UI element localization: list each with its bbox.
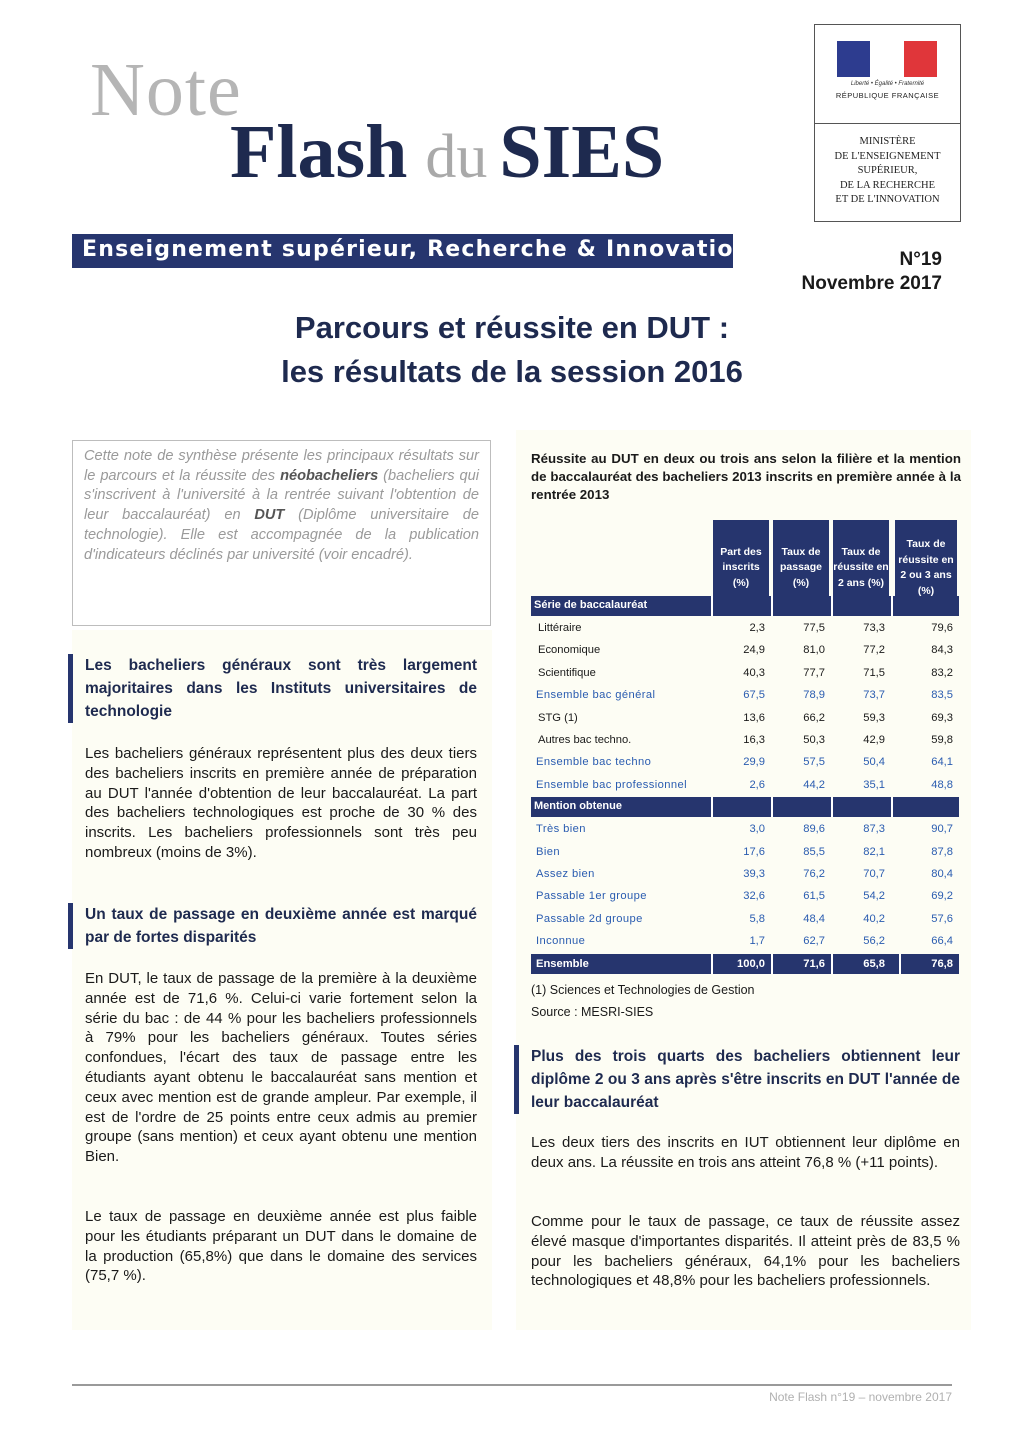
cell-value: 83,5	[931, 689, 953, 702]
masthead-du: du	[425, 123, 488, 191]
cell-value: 73,7	[863, 689, 885, 702]
table-header: Taux de réussite en 2 ans (%)	[833, 520, 889, 616]
table-section-header	[531, 596, 959, 616]
cell-value: 79,6	[931, 622, 953, 634]
cell-value: 2,6	[749, 778, 765, 791]
table-row	[531, 864, 959, 886]
masthead	[90, 50, 730, 200]
cell-value: 87,3	[863, 823, 885, 836]
table-row	[531, 909, 959, 931]
row-label: Economique	[538, 644, 601, 657]
cell-value: 56,2	[863, 935, 885, 948]
masthead-flash-word: Flash	[230, 110, 408, 194]
cell-value: 17,6	[743, 845, 765, 858]
abstract-text: Cette note de synthèse présente les principaux résultats sur le parcours et la réussite des	[84, 448, 479, 484]
row-label: Ensemble bac professionnel	[536, 778, 687, 791]
table-row	[531, 708, 959, 730]
document-title	[72, 306, 952, 394]
ministry-line: DE LA RECHERCHE	[839, 179, 936, 191]
cell-value: 59,8	[931, 734, 953, 746]
row-label: Ensemble bac techno	[536, 756, 652, 769]
table-row	[531, 954, 959, 974]
abstract-text: (bacheliers qui s'inscrivent à l'université à la rentrée suivant l'obtention de leur baccalauréat) en	[84, 467, 479, 524]
cell-value: 3,0	[749, 823, 765, 836]
table-row	[531, 886, 959, 908]
table-header: Taux de réussite en 2 ou 3 ans (%)	[895, 520, 957, 616]
cell-value: 90,7	[931, 823, 953, 836]
cell-value: 80,4	[931, 868, 953, 880]
cell-value: 87,8	[931, 845, 953, 858]
ministry-name	[819, 135, 956, 208]
cell-value: 89,6	[803, 823, 825, 836]
cell-value: 70,7	[863, 868, 885, 880]
row-label: Très bien	[536, 823, 586, 836]
abstract-bold: DUT	[254, 507, 285, 524]
body-paragraph: Les deux tiers des inscrits en IUT obtiennent leur diplôme en deux ans. La réussite en trois ans atteint 76,8 % (+11 points).	[531, 1134, 960, 1171]
row-label: Scientifique	[538, 666, 596, 679]
table-section-header	[531, 797, 959, 817]
abstract-text: (Diplôme universitaire de technologie). Elle est accompagnée de la publication d'indicateurs déclinés par université (voir encadré).	[84, 507, 479, 563]
cell-value: 73,3	[863, 622, 885, 634]
cell-value: 100,0	[737, 957, 765, 970]
cell-value: 78,9	[803, 689, 825, 702]
body-paragraph: En DUT, le taux de passage de la première à la deuxième année est de 71,6 %. Celui-ci varie fortement selon la série du bac : de 44 % pour les bacheliers professionnels à 79% pour les bacheliers généraux. Toutes séries confondues, l'écart des taux de passage entre les étudiants ayant obtenu le baccalauréat sans mention et ceux avec mention est de grande ampleur. Par exemple, il est de l'ordre de 25 points entre ceux admis au premier groupe (sans mention) et ceux ayant obtenu une mention Bien.	[85, 970, 477, 1166]
section-label: Mention obtenue	[534, 800, 622, 813]
table-row	[531, 819, 959, 841]
section-heading: Les bacheliers généraux sont très largement majoritaires dans les Instituts universitaires de technologie	[68, 654, 477, 723]
cell-value: 77,5	[803, 622, 825, 634]
republic-name: RÉPUBLIQUE FRANÇAISE	[835, 91, 940, 100]
footer-rule	[72, 1384, 952, 1386]
cell-value: 66,4	[931, 935, 953, 948]
abstract-bold: néobacheliers	[280, 467, 379, 484]
table-title: Réussite au DUT en deux ou trois ans selon la filière et la mention de baccalauréat des bacheliers 2013 inscrits en première année à la rentrée 2013	[531, 451, 961, 502]
row-label: Littéraire	[538, 622, 582, 634]
cell-value: 77,2	[863, 644, 885, 657]
table-source: Source : MESRI-SIES	[531, 1005, 654, 1019]
cell-value: 2,3	[749, 622, 765, 634]
cell-value: 40,3	[743, 666, 765, 679]
cell-value: 42,9	[863, 734, 885, 746]
masthead-flash	[230, 112, 664, 197]
cell-value: 65,8	[863, 957, 885, 970]
table-row	[531, 931, 959, 953]
cell-value: 44,2	[803, 778, 825, 791]
row-label: Passable 2d groupe	[536, 912, 643, 925]
title-line-2: les résultats de la session 2016	[281, 354, 743, 389]
cell-value: 62,7	[803, 935, 825, 948]
ministry-line: ET DE L'INNOVATION	[835, 194, 940, 205]
cell-value: 5,8	[749, 912, 765, 925]
table-row	[531, 775, 959, 797]
row-label: Inconnue	[536, 935, 586, 948]
table-row	[531, 730, 959, 752]
section-heading: Un taux de passage en deuxième année est marqué par de fortes disparités	[68, 903, 477, 949]
issue-date: Novembre 2017	[801, 273, 942, 294]
cell-value: 71,5	[863, 666, 885, 679]
body-paragraph: Comme pour le taux de passage, ce taux de réussite assez élevé masque d'importantes disparités. Il atteint près de 83,5 % pour les bacheliers généraux, 64,1% pour les bacheliers technologiques et 48,8% pour les bacheliers professionnels.	[531, 1213, 960, 1290]
cell-value: 85,5	[803, 845, 825, 858]
row-label: Passable 1er groupe	[536, 890, 647, 903]
ministry-line: SUPÉRIEUR,	[857, 165, 918, 176]
issue-info	[802, 248, 942, 296]
row-label: Bien	[536, 845, 560, 858]
cell-value: 57,5	[803, 756, 825, 769]
section-label: Série de baccalauréat	[534, 599, 648, 611]
french-flag-icon	[837, 41, 937, 77]
cell-value: 39,3	[743, 868, 765, 880]
republic-motto: Liberté • Égalité • Fraternité	[850, 81, 925, 87]
cell-value: 69,3	[931, 711, 953, 724]
cell-value: 61,5	[803, 890, 825, 903]
cell-value: 66,2	[803, 711, 825, 724]
row-label: Ensemble bac général	[536, 689, 656, 702]
cell-value: 13,6	[743, 711, 765, 724]
cell-value: 50,3	[803, 734, 825, 746]
banner-text: Enseignement supérieur, Recherche & Innovation	[82, 237, 751, 262]
table-row	[531, 685, 959, 707]
cell-value: 16,3	[743, 734, 765, 746]
footer-text: Note Flash n°19 – novembre 2017	[769, 1390, 952, 1404]
table-row	[531, 640, 959, 662]
table-header: Part des inscrits (%)	[713, 520, 769, 616]
cell-value: 35,1	[863, 778, 885, 791]
cell-value: 29,9	[743, 756, 765, 769]
cell-value: 40,2	[863, 912, 885, 925]
cell-value: 24,9	[743, 644, 765, 657]
cell-value: 48,8	[931, 778, 953, 791]
table-row	[531, 663, 959, 685]
cell-value: 1,7	[749, 935, 765, 948]
cell-value: 76,2	[803, 868, 825, 880]
row-label: STG (1)	[538, 711, 578, 724]
cell-value: 71,6	[803, 957, 825, 970]
cell-value: 67,5	[743, 689, 765, 702]
cell-value: 76,8	[931, 957, 953, 970]
cell-value: 59,3	[863, 711, 885, 724]
issue-number: N°19	[899, 249, 942, 270]
cell-value: 82,1	[863, 845, 885, 858]
cell-value: 50,4	[863, 756, 885, 769]
masthead-note: Note	[90, 48, 242, 132]
abstract-box	[72, 440, 491, 626]
row-label: Ensemble	[536, 957, 589, 970]
cell-value: 69,2	[931, 890, 953, 903]
cell-value: 57,6	[931, 912, 953, 925]
body-paragraph: Les bacheliers généraux représentent plus des deux tiers des bacheliers inscrits en première année de préparation au DUT l'année d'obtention de leur baccalauréat. La part des bacheliers technologiques est proche de 30 % des inscrits. Les bacheliers professionnels sont très peu nombreux (moins de 3%).	[85, 745, 477, 861]
ministry-logo	[814, 24, 961, 222]
ministry-line: MINISTÈRE	[859, 136, 916, 147]
table-row	[531, 842, 959, 864]
section-banner	[72, 234, 751, 268]
masthead-sies: SIES	[499, 110, 665, 194]
table-footnote: (1) Sciences et Technologies de Gestion	[531, 983, 755, 997]
table-row	[531, 618, 959, 640]
cell-value: 32,6	[743, 890, 765, 903]
cell-value: 81,0	[803, 644, 825, 657]
section-heading: Plus des trois quarts des bacheliers obtiennent leur diplôme 2 ou 3 ans après s'être inscrits en DUT l'année de leur baccalauréat	[514, 1045, 960, 1114]
cell-value: 83,2	[931, 666, 953, 679]
row-label: Autres bac techno.	[538, 734, 632, 746]
cell-value: 84,3	[931, 644, 953, 657]
cell-value: 48,4	[803, 912, 825, 925]
body-paragraph: Le taux de passage en deuxième année est plus faible pour les étudiants préparant un DUT dans le domaine de la production (65,8%) que dans le domaine des services (75,7 %).	[85, 1208, 477, 1285]
table-row	[531, 752, 959, 774]
row-label: Assez bien	[536, 868, 595, 880]
cell-value: 64,1	[931, 756, 953, 769]
cell-value: 54,2	[863, 890, 885, 903]
ministry-line: DE L'ENSEIGNEMENT	[834, 150, 941, 162]
cell-value: 77,7	[803, 666, 825, 679]
title-line-1: Parcours et réussite en DUT :	[294, 310, 730, 345]
table-header: Taux de passage (%)	[773, 520, 829, 616]
